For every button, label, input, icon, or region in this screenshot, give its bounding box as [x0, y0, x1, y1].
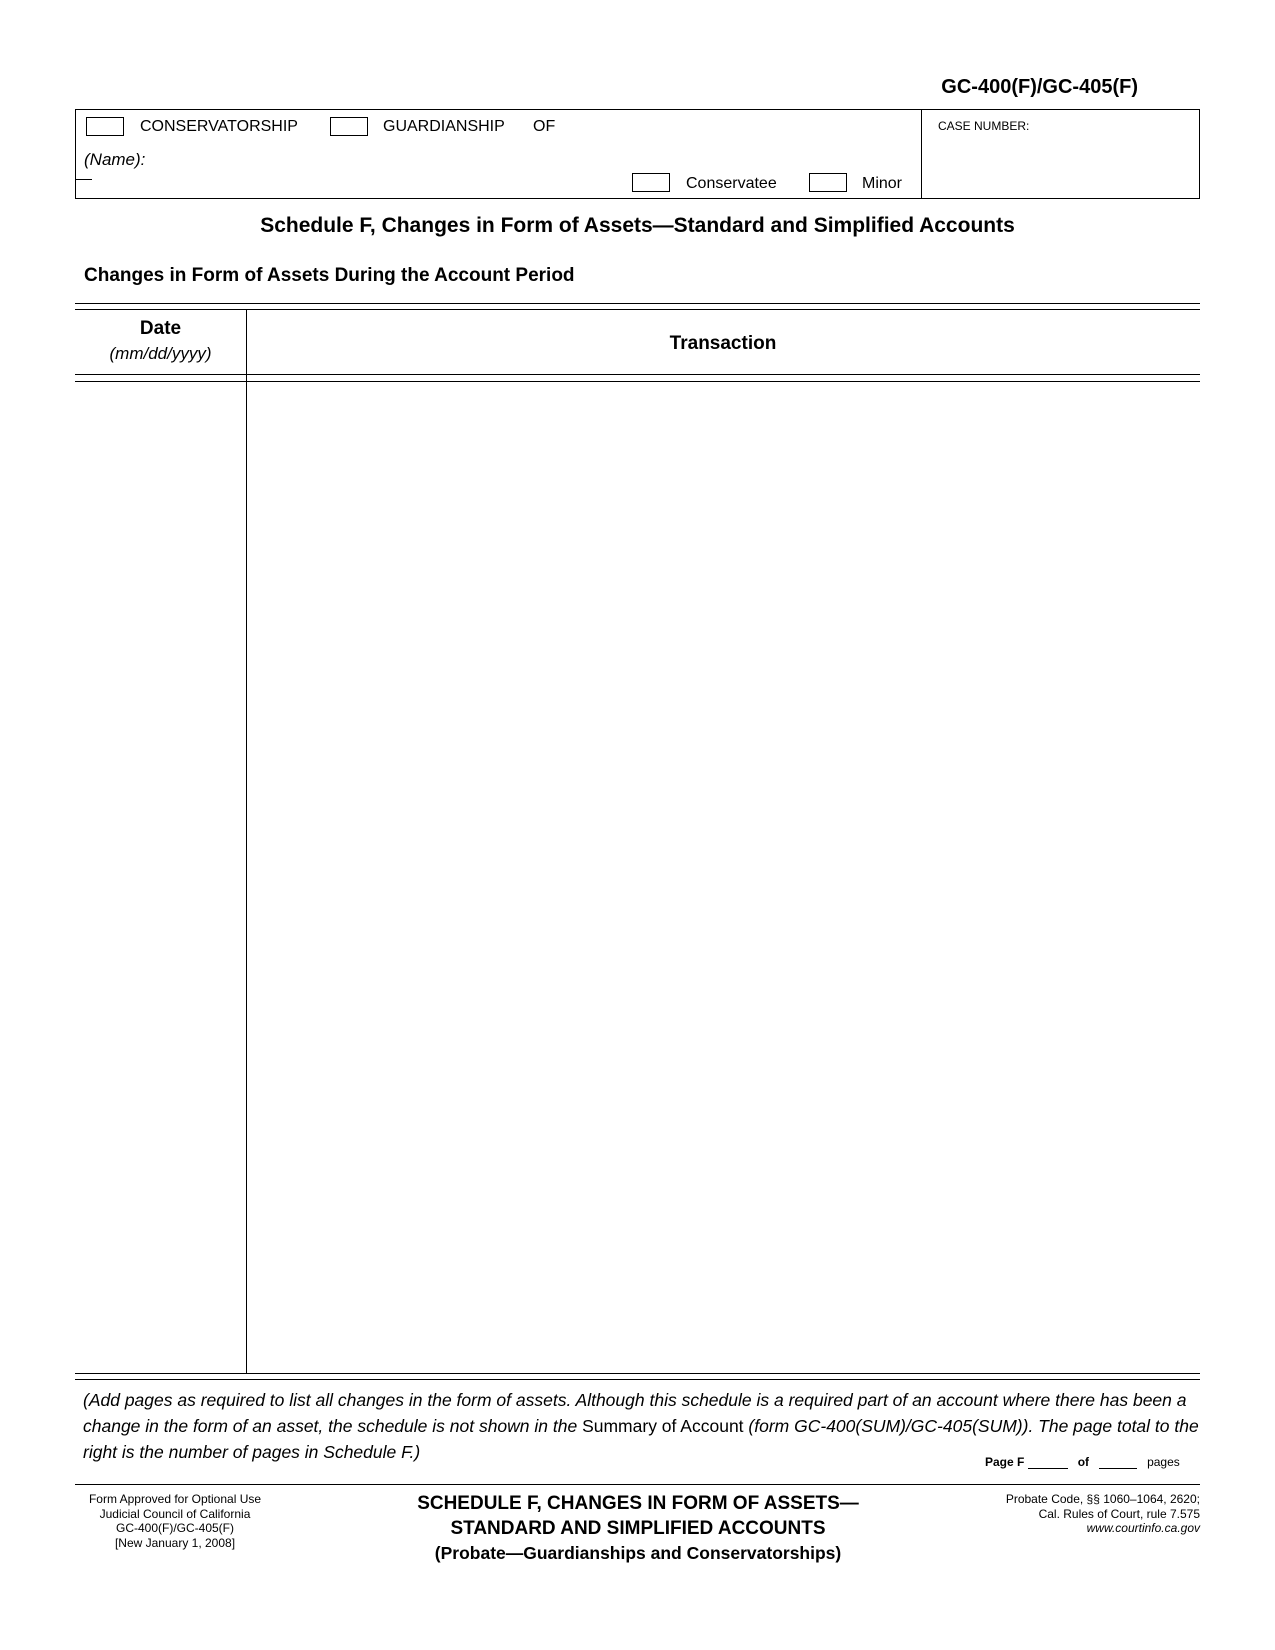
- date-header-label: Date: [139, 318, 182, 339]
- conservatorship-label: CONSERVATORSHIP: [140, 118, 298, 135]
- name-field[interactable]: [76, 179, 92, 180]
- rules-of-court-citation: Cal. Rules of Court, rule 7.575: [1038, 1506, 1200, 1521]
- table-bottom-rule: [75, 1373, 1200, 1374]
- probate-code-citation: Probate Code, §§ 1060–1064, 2620;: [1005, 1492, 1200, 1506]
- transaction-entry-area[interactable]: [248, 383, 1200, 1373]
- page-number-field[interactable]: [1028, 1456, 1068, 1469]
- minor-label: Minor: [862, 175, 903, 192]
- header-bottom-rule-inner: [75, 381, 1200, 382]
- note-text-2: (form GC-400(SUM)/GC-405(SUM)). The page total to the right is the number of pages in Schedule F.): [83, 1416, 1199, 1462]
- section-heading: Changes in Form of Assets During the Account Period: [84, 265, 575, 286]
- table-top-rule-inner: [75, 309, 1200, 310]
- page-title: Schedule F, Changes in Form of Assets—Standard and Simplified Accounts: [260, 214, 1015, 237]
- footer-rule: [75, 1484, 1200, 1485]
- of-pages-label: of: [1077, 1455, 1090, 1469]
- court-website-link[interactable]: www.courtinfo.ca.gov: [1086, 1521, 1200, 1535]
- page-counter: [985, 1455, 1180, 1469]
- footer-subtitle: (Probate—Guardianships and Conservatorships): [434, 1543, 842, 1563]
- date-format-label: (mm/dd/yyyy): [109, 344, 212, 363]
- case-number-label: CASE NUMBER:: [938, 119, 1030, 133]
- transaction-column-header: Transaction: [669, 333, 777, 354]
- instructions-note: [83, 1387, 1203, 1465]
- form-number-line: GC-400(F)/GC-405(F): [115, 1521, 234, 1535]
- form-approval-info: [75, 1492, 275, 1550]
- pages-label: pages: [1147, 1455, 1180, 1469]
- caption-box: [75, 109, 1200, 199]
- legal-citations: [900, 1492, 1200, 1536]
- footer-title-line-1: SCHEDULE F, CHANGES IN FORM OF ASSETS—: [417, 1493, 859, 1514]
- case-number-divider: [921, 110, 922, 198]
- guardianship-label: GUARDIANSHIP: [383, 118, 505, 135]
- form-number: GC-400(F)/GC-405(F): [941, 76, 1138, 98]
- total-pages-field[interactable]: [1099, 1456, 1137, 1469]
- page-label: Page F: [985, 1455, 1025, 1469]
- note-summary-text: Summary of Account: [582, 1416, 744, 1436]
- guardianship-checkbox[interactable]: [330, 117, 368, 136]
- conservatee-label: Conservatee: [686, 175, 777, 192]
- footer-title-line-2: STANDARD AND SIMPLIFIED ACCOUNTS: [450, 1518, 826, 1539]
- conservatorship-checkbox[interactable]: [86, 117, 124, 136]
- of-label: OF: [533, 118, 556, 135]
- header-bottom-rule: [75, 374, 1200, 375]
- minor-checkbox[interactable]: [809, 173, 847, 192]
- approval-line: Form Approved for Optional Use: [88, 1492, 262, 1506]
- council-line: Judicial Council of California: [99, 1506, 251, 1521]
- table-top-rule: [75, 303, 1200, 304]
- table-bottom-rule-inner: [75, 1379, 1200, 1380]
- revision-date-line: [New January 1, 2008]: [114, 1535, 236, 1550]
- column-divider: [246, 309, 247, 1373]
- conservatee-checkbox[interactable]: [632, 173, 670, 192]
- footer-form-title: [338, 1491, 938, 1565]
- name-label: (Name):: [84, 150, 146, 169]
- note-text-1: (Add pages as required to list all changes in the form of assets. Although this schedule is a required part of an account where there has been a change in the form of an asset, the schedule is not shown in the: [83, 1390, 1187, 1436]
- date-entry-area[interactable]: [75, 383, 246, 1373]
- date-column-header: [75, 318, 246, 364]
